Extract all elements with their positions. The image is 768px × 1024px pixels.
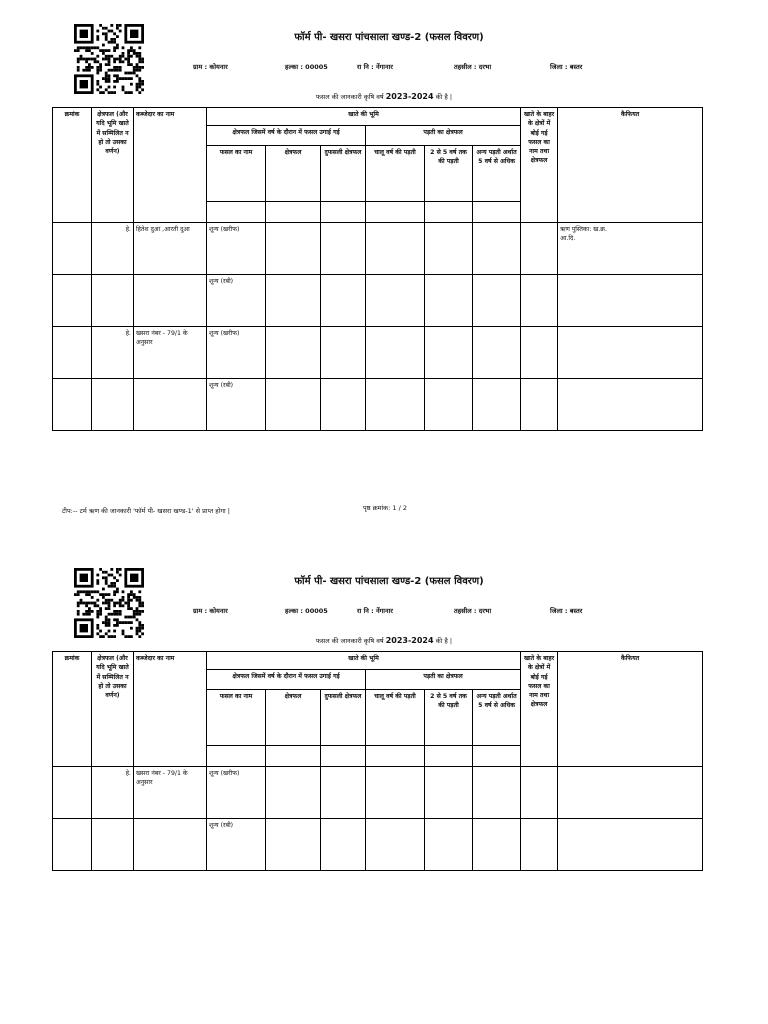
col-kshetrafal: क्षेत्रफल (और यदि भूमि खाते में सम्मिलित न हो तो उसका वर्णन): [92, 652, 134, 767]
form-title: फॉर्म पी- खसरा पांचसाला खण्ड-2 (फसल विवरण): [294, 576, 484, 587]
table-cell: [425, 819, 473, 871]
col-do-se-paanch: 2 से 5 वर्ष तक की पड़ती: [425, 146, 473, 202]
table-row: [53, 379, 703, 431]
col-padti: पड़ती का क्षेत्रफल: [366, 670, 521, 690]
table-cell: [473, 819, 521, 871]
table-cell: [366, 275, 425, 327]
table-cell: [425, 327, 473, 379]
village-label: ग्राम : कोयनार: [193, 63, 228, 71]
table-cell: [521, 327, 558, 379]
row-remark: [558, 275, 703, 327]
col-anya-padti: अन्य पड़ती अर्थात 5 वर्ष से अधिक: [473, 690, 521, 746]
district-label: जिला : बस्तर: [550, 607, 583, 615]
header-rows: [53, 652, 703, 767]
row-remark: [558, 819, 703, 871]
col-khate-ki-bhumi: खाते की भूमि: [207, 652, 521, 670]
row-remark: [558, 767, 703, 819]
table-cell: [521, 275, 558, 327]
table-cell: [473, 767, 521, 819]
table-cell: [321, 379, 366, 431]
row-crop: शून्य (खरीफ): [207, 327, 266, 379]
halka-label: हल्का : 00005: [285, 63, 328, 71]
row-owner: [134, 819, 207, 871]
row-remark: [558, 379, 703, 431]
col-khate-bahar: खाते के बाहर के क्षेत्रों में बोई गई फसल का नाम तथा क्षेत्रफल: [521, 652, 558, 767]
crop-year-note: [0, 636, 768, 645]
col-kramank: क्रमांक: [53, 652, 92, 767]
col-padti: पड़ती का क्षेत्रफल: [366, 126, 521, 146]
crop-year-note: [0, 92, 768, 101]
table-cell: [266, 379, 321, 431]
note-post: की है |: [435, 637, 453, 645]
tehsil-label: तहसील : दरभा: [454, 63, 492, 71]
data-rows-1: [53, 223, 703, 431]
row-owner: [134, 275, 207, 327]
table-cell: [321, 819, 366, 871]
table-cell: [473, 223, 521, 275]
row-area-unit: हे.: [92, 767, 134, 819]
form-title: फॉर्म पी- खसरा पांचसाला खण्ड-2 (फसल विवरण): [294, 32, 484, 43]
col-chalu-padti: चालू वर्ष की पड़ती: [366, 690, 425, 746]
col-khate-bahar: खाते के बाहर के क्षेत्रों में बोई गई फसल का नाम तथा क्षेत्रफल: [521, 108, 558, 223]
col-kshetrafal-short: क्षेत्रफल: [266, 690, 321, 746]
row-area-unit: हे.: [92, 223, 134, 275]
col-dufasli: दुफसली क्षेत्रफल: [321, 690, 366, 746]
table-cell: [53, 327, 92, 379]
col-kabjedar: कब्जेदार का नाम: [134, 108, 207, 223]
crop-table-1: [52, 107, 703, 431]
table-cell: [321, 223, 366, 275]
tehsil-label: तहसील : दरभा: [454, 607, 492, 615]
ra-ni-label: रा नि : नेंगानार: [357, 63, 393, 71]
col-fasal-naam: फसल का नाम: [207, 690, 266, 746]
table-cell: [266, 767, 321, 819]
note-year: 2023-2024: [385, 636, 434, 645]
table-cell: [366, 327, 425, 379]
table-cell: [321, 275, 366, 327]
table-cell: [425, 223, 473, 275]
col-khate-ki-bhumi: खाते की भूमि: [207, 108, 521, 126]
row-remark: ऋण पुस्तिका: ख.क्र. आ.दि.: [558, 223, 703, 275]
note-pre: फसल की जानकारी कृषि वर्ष: [315, 93, 384, 101]
row-owner: खसरा नंबर - 79/1 के अनुसार: [134, 327, 207, 379]
table-row: [53, 223, 703, 275]
note-pre: फसल की जानकारी कृषि वर्ष: [315, 637, 384, 645]
row-remark: [558, 327, 703, 379]
ra-ni-label: रा नि : नेंगानार: [357, 607, 393, 615]
table-cell: [366, 379, 425, 431]
table-cell: [521, 223, 558, 275]
table-cell: [521, 819, 558, 871]
row-crop: शून्य (खरीफ): [207, 223, 266, 275]
district-label: जिला : बस्तर: [550, 63, 583, 71]
col-kaifiyat: कैफियत: [558, 108, 703, 223]
col-do-se-paanch: 2 से 5 वर्ष तक की पड़ती: [425, 690, 473, 746]
col-fasal-naam: फसल का नाम: [207, 146, 266, 202]
table-cell: [53, 819, 92, 871]
table-cell: [53, 767, 92, 819]
table-row: [53, 327, 703, 379]
table-cell: [266, 223, 321, 275]
row-owner: [134, 379, 207, 431]
table-cell: [366, 767, 425, 819]
row-crop: शून्य (खरीफ): [207, 767, 266, 819]
table-row: [53, 275, 703, 327]
data-rows-2: [53, 767, 703, 871]
table-cell: [473, 275, 521, 327]
row-owner: हितेश दुआ ,आरती दुआ: [134, 223, 207, 275]
halka-label: हल्का : 00005: [285, 607, 328, 615]
table-cell: [521, 767, 558, 819]
table-cell: [473, 327, 521, 379]
table-cell: [425, 379, 473, 431]
col-kshetrafal-short: क्षेत्रफल: [266, 146, 321, 202]
row-area-unit: [92, 275, 134, 327]
row-area-unit: [92, 819, 134, 871]
table-cell: [266, 819, 321, 871]
row-crop: शून्य (रबी): [207, 379, 266, 431]
table-cell: [53, 275, 92, 327]
col-fasal-ugai: क्षेत्रफल जिसमें वर्ष के दौरान में फसल उगाई गई: [207, 126, 366, 146]
row-crop: शून्य (रबी): [207, 275, 266, 327]
table-cell: [321, 767, 366, 819]
crop-table-2: [52, 651, 703, 871]
row-owner: खसरा नंबर - 79/1 के अनुसार: [134, 767, 207, 819]
row-area-unit: [92, 379, 134, 431]
table-cell: [266, 327, 321, 379]
col-kshetrafal: क्षेत्रफल (और यदि भूमि खाते में सम्मिलित न हो तो उसका वर्णन): [92, 108, 134, 223]
col-anya-padti: अन्य पड़ती अर्थात 5 वर्ष से अधिक: [473, 146, 521, 202]
table-row: [53, 819, 703, 871]
col-chalu-padti: चालू वर्ष की पड़ती: [366, 146, 425, 202]
table-cell: [321, 327, 366, 379]
col-kabjedar: कब्जेदार का नाम: [134, 652, 207, 767]
table-cell: [366, 819, 425, 871]
footnote: टीप:-- टर्म ऋण की जानकारी 'फॉर्म पी- खसरा खण्ड-1' से प्राप्त होगा |: [62, 507, 230, 515]
table-cell: [425, 275, 473, 327]
table-cell: [521, 379, 558, 431]
header-rows: [53, 108, 703, 223]
table-cell: [425, 767, 473, 819]
row-area-unit: हे.: [92, 327, 134, 379]
table-cell: [53, 379, 92, 431]
note-year: 2023-2024: [385, 92, 434, 101]
col-kaifiyat: कैफियत: [558, 652, 703, 767]
note-post: की है |: [435, 93, 453, 101]
table-cell: [266, 275, 321, 327]
col-kramank: क्रमांक: [53, 108, 92, 223]
table-cell: [366, 223, 425, 275]
table-cell: [473, 379, 521, 431]
col-fasal-ugai: क्षेत्रफल जिसमें वर्ष के दौरान में फसल उगाई गई: [207, 670, 366, 690]
table-row: [53, 767, 703, 819]
table-cell: [53, 223, 92, 275]
row-crop: शून्य (रबी): [207, 819, 266, 871]
page-number: पृष्ठ क्रमांक: 1 / 2: [363, 504, 407, 512]
village-label: ग्राम : कोयनार: [193, 607, 228, 615]
col-dufasli: दुफसली क्षेत्रफल: [321, 146, 366, 202]
